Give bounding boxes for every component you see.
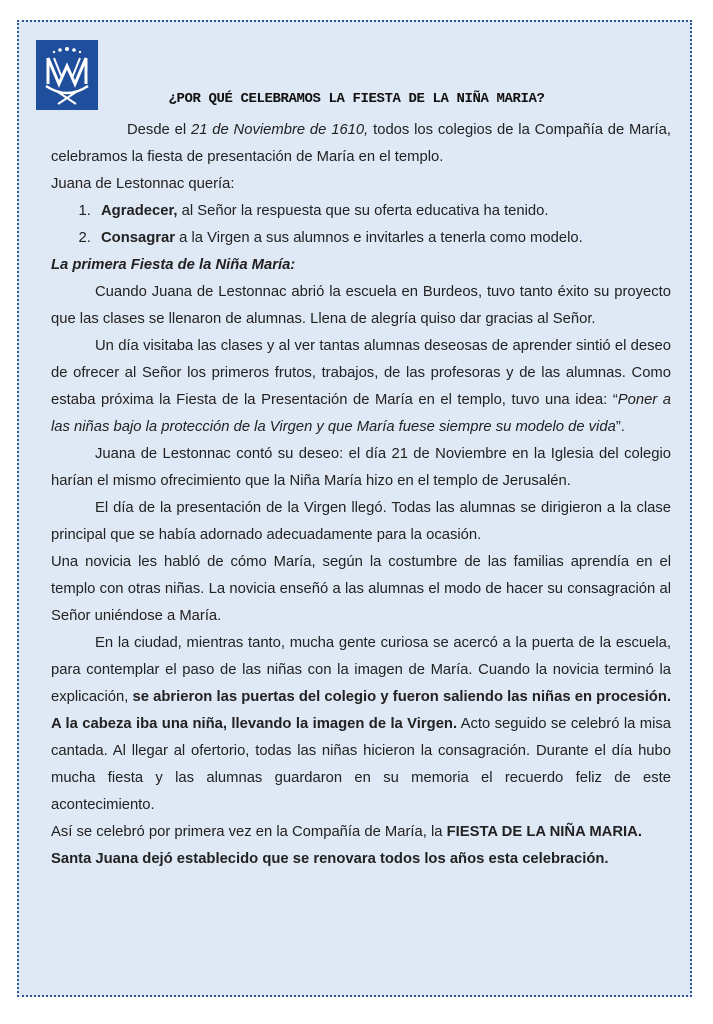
- intro-paragraph: Desde el 21 de Noviembre de 1610, todos los colegios de la Compañía de María, celebramos la fiesta de presentación de María en el templo.: [51, 122, 671, 165]
- page-title: ¿POR QUÉ CELEBRAMOS LA FIESTA DE LA NIÑA MARIA?: [168, 91, 545, 107]
- paragraph-5: Una novicia les habló de cómo María, según la costumbre de las familias aprendía en el templo con otras niñas. La novicia enseñó a las alumnas el modo de hacer su consagración al Señor uniéndose a María.: [51, 554, 671, 624]
- list-item: 2. Consagrar a la Virgen a sus alumnos e invitarles a tenerla como modelo.: [95, 225, 671, 252]
- juana-wanted-line: Juana de Lestonnac quería:: [51, 176, 235, 192]
- paragraph-6: En la ciudad, mientras tanto, mucha gente curiosa se acercó a la puerta de la escuela, para contemplar el paso de las niñas con la imagen de María. Cuando la novicia terminó la explicación, se abrieron las puertas del colegio y fueron saliendo las niñas en procesión. A la cabeza iba una niña, llevando la imagen de la Virgen. Acto seguido se celebró la misa cantada. Al llegar al ofertorio, todas las niñas hicieron la consagración. Durante el día hubo mucha fiesta y las alumnas guardaron en su memoria el recuerdo feliz de este acontecimiento.: [51, 635, 671, 813]
- section-subheading: La primera Fiesta de la Niña María:: [51, 257, 296, 273]
- paragraph-3: Juana de Lestonnac contó su deseo: el día 21 de Noviembre en la Iglesia del colegio harían el mismo ofrecimiento que la Niña María hizo en el templo de Jerusalén.: [51, 446, 671, 489]
- paragraph-8: Santa Juana dejó establecido que se renovara todos los años esta celebración.: [51, 851, 609, 867]
- paragraph-7: Así se celebró por primera vez en la Compañía de María, la FIESTA DE LA NIÑA MARIA.: [51, 824, 642, 840]
- purpose-list: [51, 198, 671, 252]
- founding-date: 21 de Noviembre de 1610,: [190, 122, 369, 138]
- paragraph-1: Cuando Juana de Lestonnac abrió la escuela en Burdeos, tuvo tanto éxito su proyecto que las clases se llenaron de alumnas. Llena de alegría quiso dar gracias al Señor.: [51, 284, 671, 327]
- list-item: 1. Agradecer, al Señor la respuesta que su oferta educativa ha tenido.: [95, 198, 671, 225]
- document-body: [51, 117, 671, 873]
- paragraph-2: Un día visitaba las clases y al ver tantas alumnas deseosas de aprender sintió el deseo de ofrecer al Señor los primeros frutos, trabajos, de las profesoras y de las alumnas. Como estaba próxima la Fiesta de la Presentación de María en el templo, tuvo una idea: “Poner a las niñas bajo la protección de la Virgen y que María fuese siempre su modelo de vida”.: [51, 338, 672, 435]
- quote: Poner a las niñas bajo la protección de la Virgen y que María fuese siempre su modelo de vida: [51, 392, 672, 435]
- paragraph-4: El día de la presentación de la Virgen llegó. Todas las alumnas se dirigieron a la clase principal que se había adornado adecuadamente para la ocasión.: [51, 500, 671, 543]
